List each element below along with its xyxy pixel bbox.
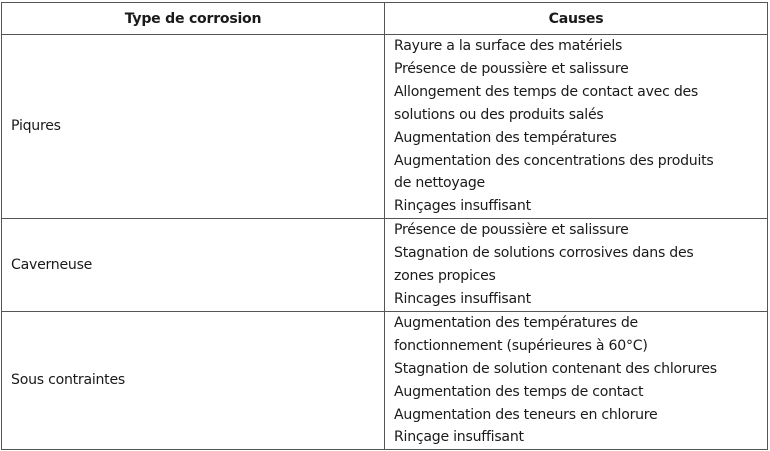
cause-line: Augmentation des températures de: [394, 314, 638, 331]
cause-line: solutions ou des produits salés: [394, 106, 604, 123]
cause-line: Rincages insuffisant: [394, 290, 531, 307]
header-causes: Causes: [385, 3, 768, 35]
cause-line: Stagnation de solution contenant des chlorures: [394, 360, 717, 377]
table-row: [2, 311, 768, 449]
cause-line: fonctionnement (supérieures à 60°C): [394, 337, 648, 354]
table-row: [2, 35, 768, 219]
header-row: [2, 3, 768, 35]
cause-line: Présence de poussière et salissure: [394, 60, 629, 77]
cause-line: Augmentation des températures: [394, 129, 617, 146]
corrosion-type-cell: Piqures: [2, 35, 385, 219]
cause-line: Rinçage insuffisant: [394, 429, 524, 446]
cause-line: Rayure a la surface des matériels: [394, 38, 623, 54]
corrosion-type-cell: Sous contraintes: [2, 311, 385, 449]
causes-cell: [385, 35, 768, 219]
corrosion-type-cell: Caverneuse: [2, 219, 385, 312]
cause-line: Allongement des temps de contact avec des: [394, 83, 699, 100]
causes-cell: [385, 219, 768, 312]
cause-line: Augmentation des teneurs en chlorure: [394, 406, 658, 423]
table-row: [2, 219, 768, 312]
cause-line: de nettoyage: [394, 175, 485, 192]
corrosion-causes-table: [1, 2, 768, 450]
cause-line: Augmentation des temps de contact: [394, 383, 644, 400]
cause-line: Rinçages insuffisant: [394, 198, 531, 215]
cause-line: Augmentation des concentrations des produits: [394, 152, 714, 169]
causes-cell: [385, 311, 768, 449]
header-type-de-corrosion: Type de corrosion: [2, 3, 385, 35]
cause-line: Présence de poussière et salissure: [394, 222, 629, 239]
cause-line: Stagnation de solutions corrosives dans des: [394, 245, 694, 262]
cause-line: zones propices: [394, 268, 496, 285]
